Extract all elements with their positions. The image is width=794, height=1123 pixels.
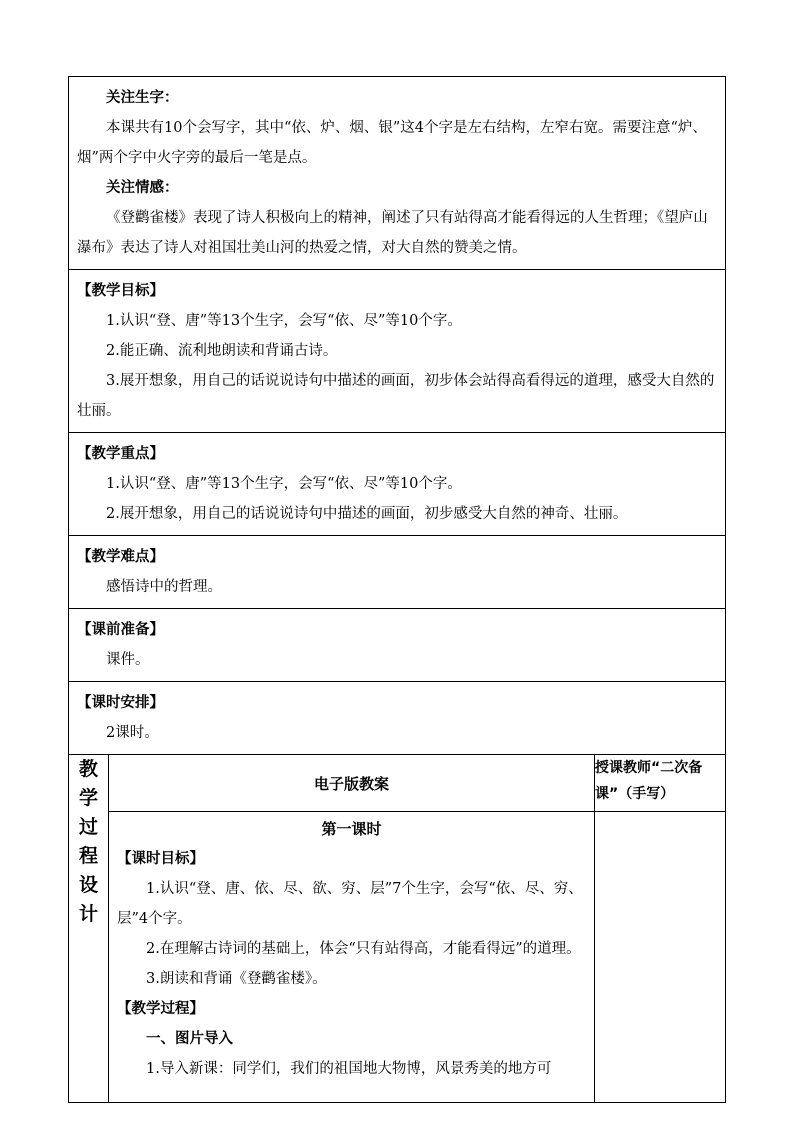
side-char: 过 [78, 816, 98, 838]
focus-chars-title: 关注生字： [106, 90, 179, 106]
key-points-row [69, 433, 726, 536]
preparation-title: 【课前准备】 [77, 622, 164, 638]
focus-emotion-text: 《登鹳雀楼》表现了诗人积极向上的精神，阐述了只有站得高才能看得远的人生哲理；《望庐山瀑布》表达了诗人对祖国壮美山河的热爱之情，对大自然的赞美之情。 [77, 210, 708, 256]
focus-row [69, 77, 726, 270]
header-main: 电子版教案 [109, 755, 595, 812]
handwritten-notes-cell[interactable] [595, 812, 726, 1103]
goal-item: 2.能正确、流利地朗读和背诵古诗。 [106, 343, 338, 359]
difficulties-row [69, 536, 726, 609]
side-char: 设 [78, 874, 98, 896]
step1-text: 1.导入新课：同学们，我们的祖国地大物博，风景秀美的地方可 [146, 1061, 552, 1077]
key-points-title: 【教学重点】 [77, 446, 164, 462]
process-header-row [69, 755, 726, 812]
lesson-goal-item: 2.在理解古诗词的基础上，体会“只有站得高，才能看得远”的道理。 [146, 941, 581, 957]
schedule-title: 【课时安排】 [77, 695, 164, 711]
lesson-goal-item: 3.朗读和背诵《登鹳雀楼》。 [146, 971, 327, 987]
lesson-plan-page [68, 76, 725, 1103]
focus-emotion-title: 关注情感： [106, 180, 179, 196]
side-char: 计 [78, 903, 98, 925]
goals-row [69, 270, 726, 433]
goal-item: 3.展开想象，用自己的话说说诗句中描述的画面，初步体会站得高看得远的道理，感受大自然的壮丽。 [77, 373, 715, 419]
header-right: 授课教师“二次备课”（手写） [595, 755, 726, 812]
key-point-item: 2.展开想象，用自己的话说说诗句中描述的画面，初步感受大自然的神奇、壮丽。 [106, 506, 628, 522]
process-body-row [69, 812, 726, 1103]
lesson-goals-title: 【课时目标】 [117, 851, 204, 867]
goals-title: 【教学目标】 [77, 283, 164, 299]
difficulties-title: 【教学难点】 [77, 549, 164, 565]
goal-item: 1.认识“登、唐”等13个生字，会写“依、尽”等10个字。 [106, 313, 462, 329]
preparation-text: 课件。 [106, 652, 150, 668]
process-title: 【教学过程】 [117, 1001, 204, 1017]
lesson-title: 第一课时 [321, 820, 382, 838]
focus-chars-text: 本课共有10个会写字，其中“依、炉、烟、银”这4个字是左右结构，左窄右宽。需要注意“炉、烟”两个字中火字旁的最后一笔是点。 [77, 120, 707, 166]
schedule-text: 2课时。 [106, 725, 159, 741]
schedule-row [69, 682, 726, 755]
lesson-plan-table [68, 76, 726, 1103]
difficulties-text: 感悟诗中的哲理。 [106, 579, 222, 595]
process-side-label [69, 755, 109, 1103]
side-char: 学 [78, 787, 98, 809]
side-char: 教 [78, 758, 98, 780]
step1-title: 一、图片导入 [146, 1031, 233, 1047]
side-char: 程 [78, 845, 98, 867]
lesson-goal-item: 1.认识“登、唐、依、尽、欲、穷、层”7个生字，会写“依、尽、穷、层”4个字。 [117, 881, 583, 927]
preparation-row [69, 609, 726, 682]
key-point-item: 1.认识“登、唐”等13个生字，会写“依、尽”等10个字。 [106, 476, 462, 492]
